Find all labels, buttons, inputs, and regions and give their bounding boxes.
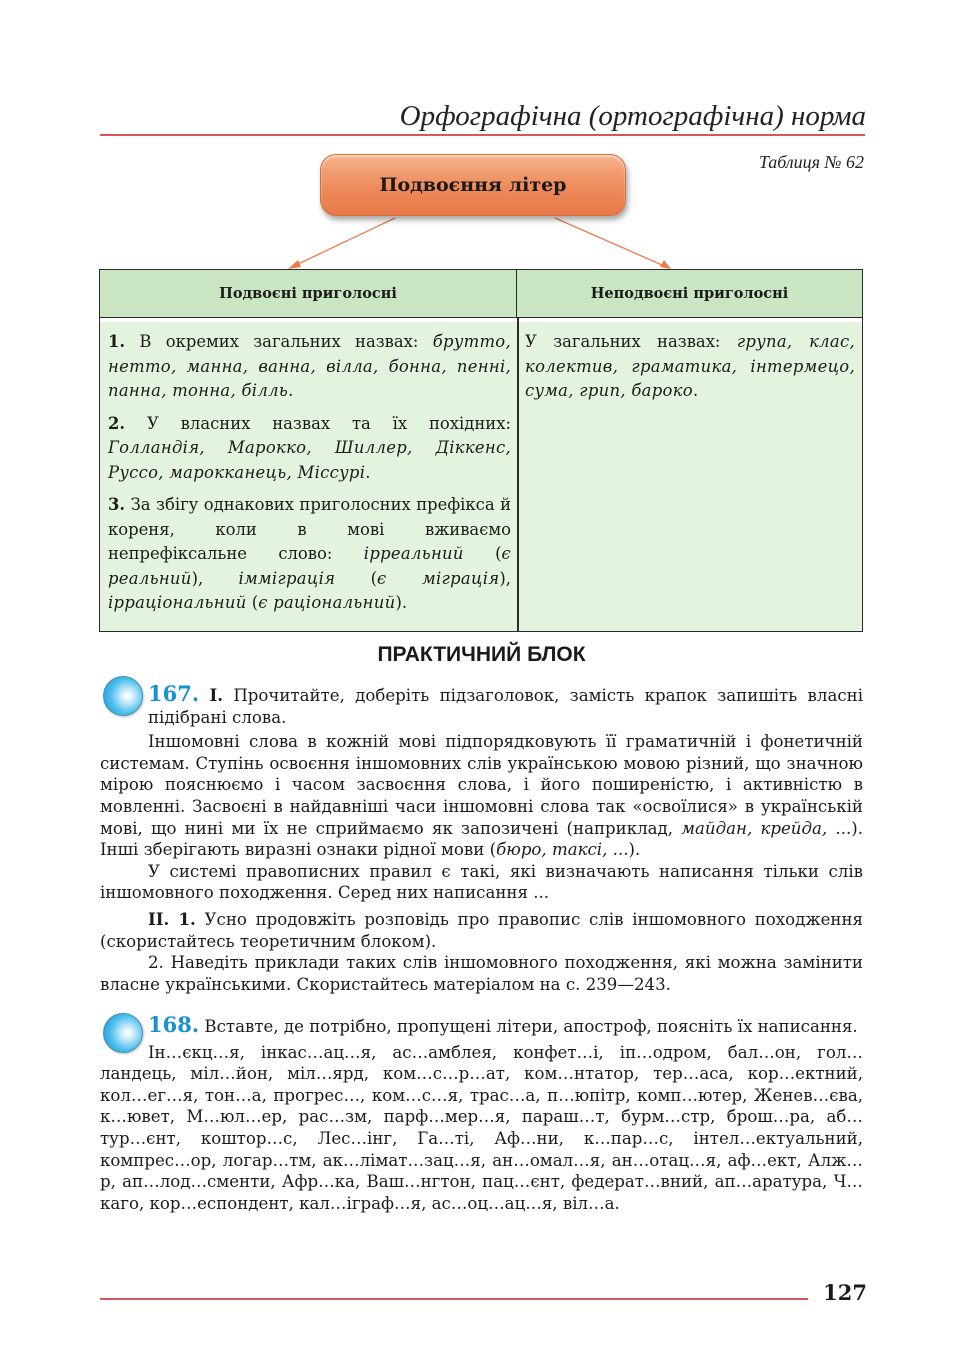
topic-heading: Подвоєння літер	[379, 174, 567, 196]
rules-table	[99, 269, 863, 632]
exercise-text: Іншомовні слова в кожній мові підпорядковують її граматичній і фонетичній системам. Ступінь освоєння іншомовних слів українською мовою різний, що значною мірою пояснюємо і часом засвоєння слова, і його поширеністю, і активністю в мовленні. Засвоєні в найдавніші часи іншомовні слова так «освоїлися» в українській мові, що нині ми їх не сприймаємо як запозичені (наприклад, майдан, крейда, ...). Інші зберігають виразні ознаки рідної мови (бюро, таксі, ...).	[100, 732, 863, 860]
cell-not-doubled-rules	[525, 330, 855, 412]
exercise-task: 2. Наведіть приклади таких слів іншомовного походження, які можна замінити власне українськими. Скористайтесь матеріалом на с. 239—243.	[100, 953, 863, 994]
exercise-text: У системі правописних правил є такі, які визначають написання тільки слів іншомовного походження. Серед них написання ...	[100, 861, 863, 903]
branch-arrows	[0, 0, 963, 280]
exercise-number: 168.	[148, 1012, 200, 1037]
exercise-task: 168. Вставте, де потрібно, пропущені літери, апостроф, поясніть їх написання.	[148, 1012, 858, 1037]
rule-item: 2. У власних назвах та їх похідних: Голландія, Марокко, Шиллер, Діккенс, Руссо, марокканець, Міссурі.	[108, 413, 511, 482]
rule-item: 3. За збігу однакових приголосних префікса й кореня, коли в мові вживаємо непрефіксальне слово: ірреальний (є реальний), імміграція (є міграція), ірраціональний (є раціональний).	[108, 495, 511, 612]
topic-heading-box	[320, 154, 626, 216]
rule-item: У загальних назвах: група, клас, колектив, граматика, інтермецо, сума, грип, бароко.	[525, 332, 855, 400]
exercise-168	[100, 1014, 863, 1214]
column-header-not-doubled: Неподвоєні приголосні	[517, 270, 862, 318]
column-header-doubled: Подвоєні приголосні	[100, 270, 517, 318]
header-gap	[100, 318, 862, 322]
exercise-167	[100, 683, 863, 995]
practical-block-title: ПРАКТИЧНИЙ БЛОК	[377, 643, 586, 666]
exercise-number: 167.	[148, 681, 200, 706]
footer-divider	[100, 1298, 808, 1300]
column-divider	[517, 318, 519, 631]
cell-doubled-rules	[108, 330, 511, 624]
exercise-task: ІІ. 1. Усно продовжіть розповідь про правопис слів іншомовного походження (скористайтесь теоретичним блоком).	[100, 908, 863, 951]
section-title: Орфографічна (ортографічна) норма	[399, 100, 866, 132]
exercise-task: 167. І. Прочитайте, доберіть підзаголовок, замість крапок запишіть власні підібрані слова.	[148, 681, 863, 727]
rule-item: 1. В окремих загальних назвах: брутто, нетто, манна, ванна, вілла, бонна, пенні, панна, тонна, білль.	[108, 332, 511, 400]
table-number-label: Таблиця № 62	[758, 152, 864, 172]
page-number: 127	[823, 1280, 867, 1305]
exercise-word-list: Ін…єкц…я, інкас…ац…я, ас…амблея, конфет…і, іп…одром, бал…он, гол…ландець, міл…йон, міл…ярд, ком…с…р…ат, ком…нтатор, тер…аса, кор…ектний, кол…ег…я, тон…а, прогрес…, ком…с…я, трас…а, п…юпітр, комп…ютер, Женев…єва, к…ювет, М…юл…ер, рас…зм, парф…мер…я, параш…т, бурм…стр, брош…ра, аб…тур…єнт, коштор…с, Лес…інг, Га…ті, Аф…ни, к…пар…с, інтел…ектуальний, компрес…ор, логар…тм, ак…лімат…зац…я, ан…омал…я, ан…отац…я, аф…ект, Алж…р, ап…лод…сменти, Афр…ка, Ваш…нгтон, пац…єнт, федерат…вний, ап…аратура, Ч…каго, кор…еспондент, кал…іграф…я, ас…оц…ац…я, віл…а.	[100, 1042, 863, 1213]
